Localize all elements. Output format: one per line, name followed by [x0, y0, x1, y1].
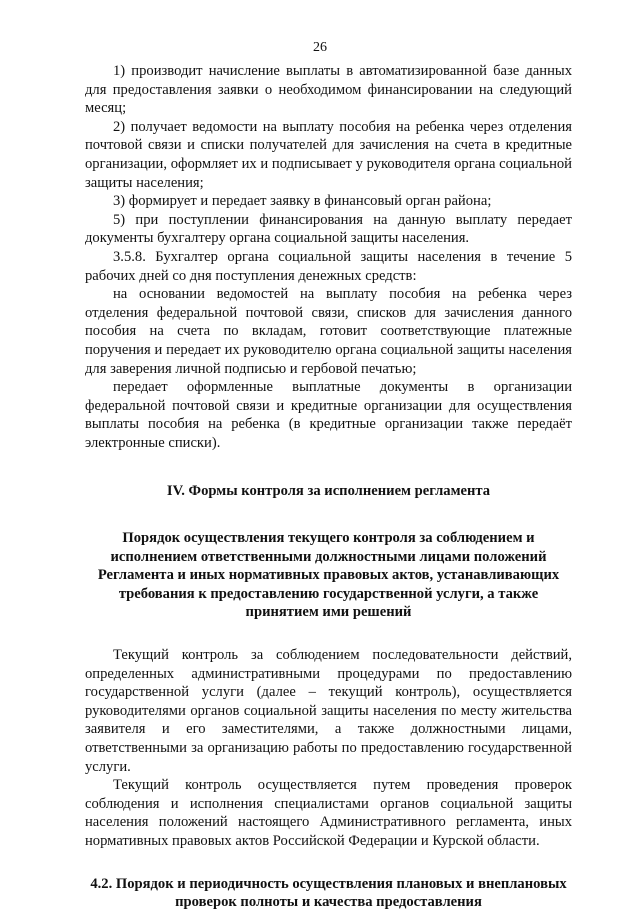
paragraph: 1) производит начисление выплаты в автоматизированной базе данных для предоставления заявки о необходимом финансировании на следующий месяц;: [85, 63, 572, 117]
paragraph: Текущий контроль осуществляется путем проведения проверок соблюдения и исполнения специалистами органов социальной защиты населения положений настоящего Административного регламента, иных нормативных правовых актов Российской Федерации и Курской области.: [85, 777, 572, 849]
paragraph: на основании ведомостей на выплату пособия на ребенка через отделения федеральной почтовой связи, списков для зачисления данного пособия на счета по вкладам, готовит соответствующие платежные поручения и передает их руководителю органа социальной защиты населения для заверения личной подписью и гербовой печатью;: [85, 286, 572, 377]
paragraph: 2) получает ведомости на выплату пособия на ребенка через отделения почтовой связи и списки получателей для зачисления на счета в кредитные организации, оформляет их и подписывает у руководителя органа социальной защиты населения;: [85, 118, 572, 191]
paragraph: Текущий контроль за соблюдением последовательности действий, определенных административными процедурами по предоставлению государственной услуги (далее – текущий контроль), осуществляется руководителями органов социальной защиты населения по месту жительства заявителя и его заместителями, а также должностными лицами, ответственными за организацию работы по предоставлению государственной услуги.: [85, 647, 572, 775]
next-section-heading: 4.2. Порядок и периодичность осуществления плановых и внеплановых проверок полноты и качества предоставления: [90, 875, 567, 911]
subsection-heading: Порядок осуществления текущего контроля за соблюдением и исполнением ответственными должностными лицами положений Регламента и иных нормативных правовых актов, устанавливающих требования к предоставлению государственной услуги, а также принятием ими решений: [97, 530, 560, 621]
document-body: [85, 62, 572, 912]
paragraph: 3.5.8. Бухгалтер органа социальной защиты населения в течение 5 рабочих дней со дня поступления денежных средств:: [85, 248, 572, 284]
paragraph: передает оформленные выплатные документы в организации федеральной почтовой связи и кредитные организации для осуществления выплаты пособия на ребенка (в кредитные организации также передаёт электронные списки).: [85, 379, 572, 451]
page-number: 26: [313, 40, 327, 55]
paragraph: 5) при поступлении финансирования на данную выплату передает документы бухгалтеру органа социальной защиты населения.: [85, 211, 572, 247]
section-heading: IV. Формы контроля за исполнением регламента: [166, 483, 491, 500]
paragraph: 3) формирует и передает заявку в финансовый орган района;: [113, 193, 492, 210]
